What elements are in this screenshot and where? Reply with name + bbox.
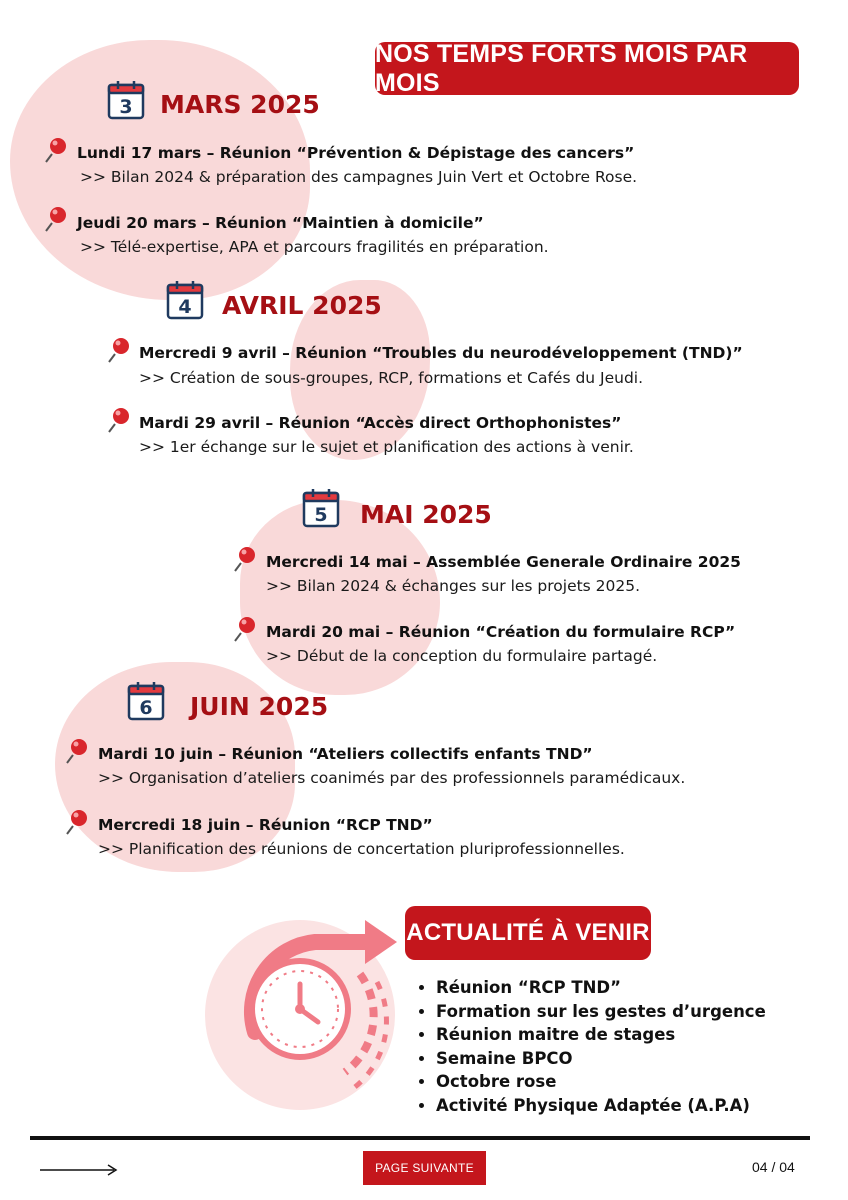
- event-title: Mercredi 18 juin – Réunion “RCP TND”: [98, 816, 433, 834]
- page-number: 04 / 04: [752, 1159, 795, 1175]
- event-title: Jeudi 20 mars – Réunion “Maintien à domicile”: [77, 214, 484, 232]
- pushpin-icon: [233, 543, 259, 573]
- month-heading-mai: MAI 2025: [360, 500, 492, 529]
- page-title: NOS TEMPS FORTS MOIS PAR MOIS: [375, 39, 748, 97]
- calendar-icon: [166, 280, 204, 320]
- svg-text:5: 5: [314, 504, 328, 526]
- list-item: • Octobre rose: [436, 1070, 766, 1094]
- footer-divider: [30, 1136, 810, 1140]
- event-title: Mercredi 9 avril – Réunion “Troubles du neurodéveloppement (TND)”: [139, 344, 743, 362]
- clock-arrow-icon: [215, 912, 405, 1092]
- event-description: >> Bilan 2024 & préparation des campagnes Juin Vert et Octobre Rose.: [80, 168, 638, 186]
- svg-text:4: 4: [178, 296, 192, 318]
- event-description: >> Création de sous-groupes, RCP, formations et Cafés du Jeudi.: [139, 369, 644, 387]
- event-description: >> Début de la conception du formulaire partagé.: [266, 647, 658, 665]
- pushpin-icon: [65, 806, 91, 836]
- pushpin-icon: [44, 134, 70, 164]
- arrow-right-icon[interactable]: [40, 1164, 120, 1176]
- list-item: • Réunion “RCP TND”: [436, 976, 766, 1000]
- event-title: Mardi 20 mai – Réunion “Création du formulaire RCP”: [266, 623, 736, 641]
- list-item: • Formation sur les gestes d’urgence: [436, 1000, 766, 1024]
- upcoming-banner: [405, 906, 651, 960]
- event-description: >> Bilan 2024 & échanges sur les projets 2025.: [266, 577, 641, 595]
- event-description: >> Planification des réunions de concertation pluriprofessionnelles.: [98, 840, 625, 858]
- list-item: • Activité Physique Adaptée (A.P.A): [436, 1094, 766, 1118]
- list-item: • Semaine BPCO: [436, 1047, 766, 1071]
- month-heading-avril: AVRIL 2025: [222, 291, 382, 320]
- event-title: Mardi 29 avril – Réunion “Accès direct Orthophonistes”: [139, 414, 622, 432]
- upcoming-title: ACTUALITÉ À VENIR: [406, 919, 650, 946]
- pushpin-icon: [107, 404, 133, 434]
- decor-blob-mai: [240, 500, 440, 695]
- upcoming-list: [414, 976, 766, 1117]
- event-description: >> 1er échange sur le sujet et planification des actions à venir.: [139, 438, 634, 456]
- calendar-icon: [127, 681, 165, 721]
- event-description: >> Télé-expertise, APA et parcours fragilités en préparation.: [80, 238, 549, 256]
- event-title: Mercredi 14 mai – Assemblée Generale Ordinaire 2025: [266, 553, 741, 571]
- calendar-icon: [302, 488, 340, 528]
- page-title-banner: [375, 39, 799, 97]
- next-page-button[interactable]: [363, 1151, 486, 1185]
- event-title: Mardi 10 juin – Réunion “Ateliers collectifs enfants TND”: [98, 745, 593, 763]
- pushpin-icon: [44, 203, 70, 233]
- list-item: • Réunion maitre de stages: [436, 1023, 766, 1047]
- svg-text:3: 3: [119, 96, 133, 118]
- pushpin-icon: [107, 334, 133, 364]
- pushpin-icon: [65, 735, 91, 765]
- calendar-icon: [107, 80, 145, 120]
- pushpin-icon: [233, 613, 259, 643]
- month-heading-juin: JUIN 2025: [190, 692, 329, 721]
- next-page-label: PAGE SUIVANTE: [375, 1161, 474, 1175]
- event-description: >> Organisation d’ateliers coanimés par des professionnels paramédicaux.: [98, 769, 686, 787]
- event-title: Lundi 17 mars – Réunion “Prévention & Dépistage des cancers”: [77, 144, 635, 162]
- month-heading-mars: MARS 2025: [160, 90, 320, 119]
- svg-text:6: 6: [139, 697, 153, 719]
